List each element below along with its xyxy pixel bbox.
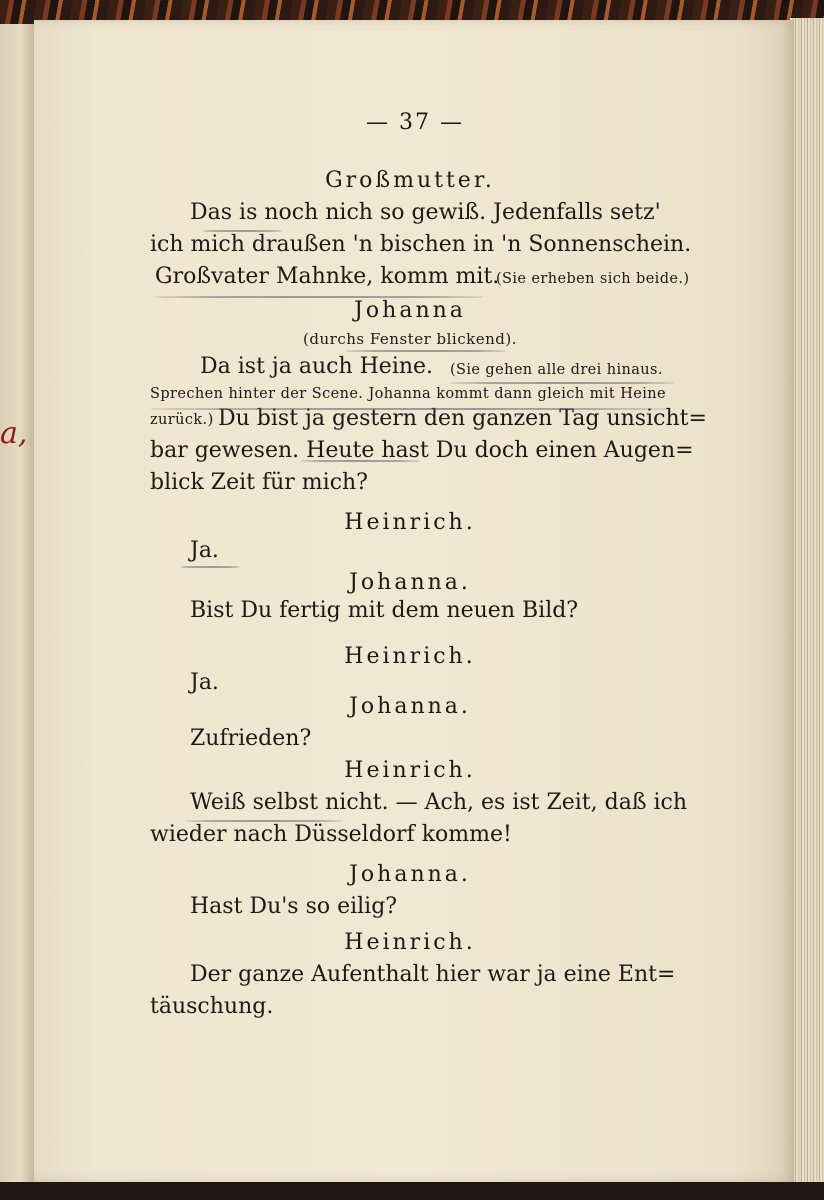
- speaker-johanna: Johanna.: [349, 570, 471, 595]
- stage-direction: zurück.): [150, 412, 214, 428]
- pencil-underline: [186, 820, 342, 822]
- page-number: — 37 —: [366, 110, 464, 135]
- speaker-grossmutter: Großmutter.: [325, 168, 495, 193]
- text-line: Ja.: [190, 538, 219, 563]
- speaker-heinrich: Heinrich.: [344, 758, 476, 783]
- text-line: Zufrieden?: [190, 726, 312, 751]
- text-line: Das is noch nich so gewiß. Jedenfalls setz': [190, 200, 661, 225]
- text-line: blick Zeit für mich?: [150, 470, 368, 495]
- text-line: wieder nach Düsseldorf komme!: [150, 822, 512, 847]
- stage-direction: (durchs Fenster blickend).: [303, 330, 517, 348]
- text-line: täuschung.: [150, 994, 274, 1019]
- speaker-heinrich: Heinrich.: [344, 930, 476, 955]
- speaker-johanna: Johanna.: [349, 694, 471, 719]
- page-stack-edge: [790, 18, 824, 1186]
- text-line: bar gewesen. Heute hast Du doch einen Augen=: [150, 438, 694, 463]
- pencil-underline: [300, 460, 420, 462]
- book-bottom-edge: [0, 1182, 824, 1200]
- speaker-heinrich: Heinrich.: [344, 510, 476, 535]
- text-line: Du bist ja gestern den ganzen Tag unsicht=: [218, 406, 707, 431]
- speaker-johanna: Johanna.: [349, 862, 471, 887]
- text-line: Da ist ja auch Heine.: [200, 354, 434, 379]
- pencil-underline: [154, 296, 484, 298]
- speaker-johanna: Johanna: [354, 298, 466, 323]
- text-line: Großvater Mahnke, komm mit.: [155, 264, 500, 289]
- stage-direction: Sprechen hinter der Scene. Johanna kommt dann gleich mit Heine: [150, 386, 666, 402]
- text-line: Ja.: [190, 670, 219, 695]
- speaker-heinrich: Heinrich.: [344, 644, 476, 669]
- left-page-edge: [0, 24, 35, 1184]
- stage-direction: (Sie gehen alle drei hinaus.: [450, 362, 663, 378]
- margin-handwritten-note: a,: [0, 416, 28, 451]
- pencil-underline: [150, 408, 670, 410]
- text-line: ich mich draußen 'n bischen in 'n Sonnenschein.: [150, 232, 692, 257]
- pencil-underline: [180, 566, 240, 568]
- pencil-underline: [346, 350, 506, 352]
- text-line: Hast Du's so eilig?: [190, 894, 398, 919]
- text-line: Weiß selbst nicht. — Ach, es ist Zeit, daß ich: [190, 790, 688, 815]
- text-line: Bist Du fertig mit dem neuen Bild?: [190, 598, 579, 623]
- pencil-underline: [450, 382, 674, 384]
- pencil-underline: [202, 230, 282, 232]
- stage-direction: (Sie erheben sich beide.): [496, 271, 690, 287]
- text-line: Der ganze Aufenthalt hier war ja eine Ent=: [190, 962, 676, 987]
